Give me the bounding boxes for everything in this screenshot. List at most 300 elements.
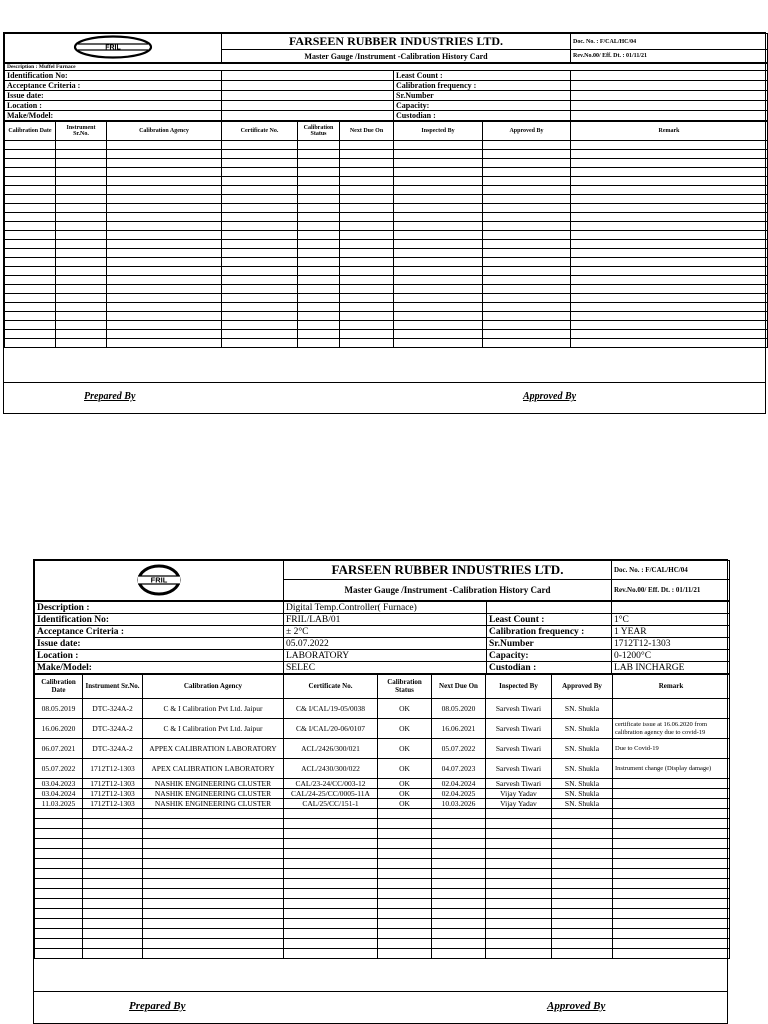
empty-cell <box>107 150 222 159</box>
table-row <box>35 699 730 719</box>
empty-cell <box>340 240 394 249</box>
empty-cell <box>486 849 552 859</box>
cell-instrument-sr: DTC-324A-2 <box>83 699 143 719</box>
empty-cell <box>432 869 486 879</box>
empty-cell <box>107 177 222 186</box>
empty-cell <box>378 849 432 859</box>
svg-text:FRIL: FRIL <box>105 44 121 52</box>
empty-cell <box>298 339 340 348</box>
empty-row <box>35 869 730 879</box>
cell-certificate: CAL/24-25/CC/0005-11A <box>284 789 378 799</box>
empty-cell <box>107 222 222 231</box>
col-next-due: Next Due On <box>340 122 394 141</box>
empty-cell <box>483 159 571 168</box>
empty-cell <box>107 141 222 150</box>
col-cal-status: Calibration Status <box>378 675 432 699</box>
empty-row <box>5 150 768 159</box>
table-row <box>35 799 730 809</box>
cal-frequency-label: Calibration frequency : <box>394 81 571 91</box>
cell-remark: Due to Covid-19 <box>613 739 730 759</box>
empty-cell <box>613 839 730 849</box>
empty-cell <box>143 939 284 949</box>
empty-cell <box>571 294 768 303</box>
signature-footer <box>34 991 727 1023</box>
empty-cell <box>483 231 571 240</box>
empty-cell <box>5 267 56 276</box>
empty-cell <box>56 150 107 159</box>
calibration-card-blank <box>3 32 766 414</box>
custodian-value <box>571 111 768 121</box>
cell-remark: Instrument change (Display damage) <box>613 759 730 779</box>
empty-cell <box>284 919 378 929</box>
empty-cell <box>394 159 483 168</box>
issue-date-label: Issue date: <box>35 638 284 650</box>
empty-cell <box>298 159 340 168</box>
cell-certificate: ACL/2430/300/022 <box>284 759 378 779</box>
empty-cell <box>571 285 768 294</box>
cell-cal-status: OK <box>378 779 432 789</box>
history-table <box>34 674 730 959</box>
empty-cell <box>56 312 107 321</box>
empty-cell <box>35 859 83 869</box>
empty-cell <box>486 899 552 909</box>
card-title: Master Gauge /Instrument -Calibration History Card <box>222 50 571 63</box>
empty-cell <box>483 249 571 258</box>
empty-cell <box>378 929 432 939</box>
empty-cell <box>284 819 378 829</box>
cell-agency: NASHIK ENGINEERING CLUSTER <box>143 789 284 799</box>
empty-cell <box>340 249 394 258</box>
empty-cell <box>5 285 56 294</box>
empty-row <box>5 204 768 213</box>
empty-cell <box>571 240 768 249</box>
empty-cell <box>571 195 768 204</box>
empty-cell <box>340 213 394 222</box>
empty-cell <box>483 276 571 285</box>
empty-cell <box>107 294 222 303</box>
cell-next-due: 04.07.2023 <box>432 759 486 779</box>
empty-cell <box>394 213 483 222</box>
col-cal-date: Calibration Date <box>35 675 83 699</box>
empty-cell <box>284 879 378 889</box>
empty-cell <box>107 195 222 204</box>
empty-cell <box>5 276 56 285</box>
col-instrument-sr: Instrument Sr.No. <box>83 675 143 699</box>
identification-value: FRIL/LAB/01 <box>284 614 487 626</box>
svg-text:FRIL: FRIL <box>150 575 168 584</box>
least-count-label: Least Count : <box>487 614 612 626</box>
issue-date-label: Issue date: <box>5 91 222 101</box>
revision-number: Rev.No.00/ Eff. Dt. : 01/11/21 <box>612 580 730 601</box>
empty-cell <box>378 919 432 929</box>
cell-approved-by: SN. Shukla <box>552 779 613 789</box>
cell-approved-by: SN. Shukla <box>552 719 613 739</box>
empty-cell <box>107 249 222 258</box>
empty-cell <box>222 321 298 330</box>
blank-cell <box>487 602 612 614</box>
empty-cell <box>483 303 571 312</box>
empty-cell <box>483 339 571 348</box>
table-row <box>35 779 730 789</box>
custodian-label: Custodian : <box>487 662 612 674</box>
empty-cell <box>56 177 107 186</box>
empty-cell <box>483 321 571 330</box>
empty-cell <box>5 321 56 330</box>
col-approved-by: Approved By <box>483 122 571 141</box>
cell-agency: C & I Calibration Pvt Ltd. Jaipur <box>143 699 284 719</box>
doc-number: Doc. No. : F/CAL/HC/04 <box>612 561 730 580</box>
empty-cell <box>222 150 298 159</box>
empty-cell <box>222 285 298 294</box>
empty-cell <box>571 258 768 267</box>
cell-cal-date: 06.07.2021 <box>35 739 83 759</box>
empty-cell <box>432 909 486 919</box>
empty-cell <box>394 222 483 231</box>
empty-cell <box>378 899 432 909</box>
identification-label: Identification No: <box>5 71 222 81</box>
approved-by-label: Approved By <box>523 391 577 402</box>
empty-cell <box>83 839 143 849</box>
cell-cal-date: 03.04.2023 <box>35 779 83 789</box>
empty-cell <box>340 222 394 231</box>
table-row <box>35 739 730 759</box>
empty-cell <box>571 213 768 222</box>
empty-cell <box>143 869 284 879</box>
empty-cell <box>5 330 56 339</box>
cell-certificate: CAL/23-24/CC/003-12 <box>284 779 378 789</box>
empty-cell <box>571 222 768 231</box>
empty-cell <box>486 869 552 879</box>
empty-cell <box>340 231 394 240</box>
empty-cell <box>378 939 432 949</box>
empty-cell <box>571 150 768 159</box>
empty-cell <box>298 249 340 258</box>
empty-cell <box>222 141 298 150</box>
empty-cell <box>284 929 378 939</box>
empty-cell <box>552 849 613 859</box>
empty-cell <box>284 889 378 899</box>
sr-number-value <box>571 91 768 101</box>
acceptance-value <box>222 81 394 91</box>
empty-cell <box>378 869 432 879</box>
empty-cell <box>394 267 483 276</box>
empty-cell <box>222 213 298 222</box>
col-cal-status: Calibration Status <box>298 122 340 141</box>
empty-cell <box>486 939 552 949</box>
cell-next-due: 08.05.2020 <box>432 699 486 719</box>
cell-cal-date: 16.06.2020 <box>35 719 83 739</box>
empty-cell <box>298 240 340 249</box>
empty-cell <box>107 303 222 312</box>
empty-cell <box>486 819 552 829</box>
cell-inspected-by: Vijay Yadav <box>486 799 552 809</box>
empty-cell <box>571 330 768 339</box>
empty-cell <box>394 249 483 258</box>
empty-cell <box>298 186 340 195</box>
issue-date-value <box>222 91 394 101</box>
cell-remark <box>613 779 730 789</box>
empty-cell <box>394 186 483 195</box>
description-value: Digital Temp.Controller( Furnace) <box>284 602 487 614</box>
empty-cell <box>107 213 222 222</box>
cell-next-due: 02.04.2024 <box>432 779 486 789</box>
empty-cell <box>483 330 571 339</box>
empty-cell <box>83 909 143 919</box>
empty-cell <box>394 231 483 240</box>
cell-certificate: C& I/CAL/19-05/0038 <box>284 699 378 719</box>
empty-cell <box>571 303 768 312</box>
empty-cell <box>571 177 768 186</box>
cell-cal-status: OK <box>378 759 432 779</box>
cell-agency: NASHIK ENGINEERING CLUSTER <box>143 779 284 789</box>
empty-cell <box>378 839 432 849</box>
empty-cell <box>83 919 143 929</box>
empty-cell <box>340 303 394 312</box>
empty-cell <box>107 258 222 267</box>
empty-cell <box>340 258 394 267</box>
empty-cell <box>340 150 394 159</box>
empty-cell <box>394 321 483 330</box>
empty-cell <box>340 294 394 303</box>
empty-cell <box>483 213 571 222</box>
least-count-value <box>571 71 768 81</box>
empty-cell <box>432 859 486 869</box>
sr-number-label: Sr.Number <box>394 91 571 101</box>
empty-cell <box>284 869 378 879</box>
empty-cell <box>340 285 394 294</box>
empty-cell <box>35 829 83 839</box>
empty-row <box>5 141 768 150</box>
cell-inspected-by: Sarvesh Tiwari <box>486 779 552 789</box>
col-next-due: Next Due On <box>432 675 486 699</box>
empty-cell <box>552 869 613 879</box>
empty-cell <box>432 839 486 849</box>
empty-cell <box>298 276 340 285</box>
col-inspected-by: Inspected By <box>486 675 552 699</box>
empty-cell <box>340 330 394 339</box>
empty-cell <box>394 204 483 213</box>
cell-approved-by: SN. Shukla <box>552 699 613 719</box>
empty-cell <box>83 879 143 889</box>
empty-cell <box>5 294 56 303</box>
empty-cell <box>394 276 483 285</box>
empty-cell <box>483 285 571 294</box>
empty-row <box>35 809 730 819</box>
empty-cell <box>35 839 83 849</box>
empty-cell <box>284 829 378 839</box>
card-title: Master Gauge /Instrument -Calibration History Card <box>284 580 612 601</box>
empty-cell <box>378 859 432 869</box>
least-count-label: Least Count : <box>394 71 571 81</box>
prepared-by-label: Prepared By <box>84 391 136 402</box>
empty-cell <box>222 258 298 267</box>
empty-cell <box>5 303 56 312</box>
cell-agency: NASHIK ENGINEERING CLUSTER <box>143 799 284 809</box>
empty-cell <box>483 267 571 276</box>
empty-cell <box>432 849 486 859</box>
empty-row <box>35 949 730 959</box>
empty-cell <box>340 186 394 195</box>
empty-cell <box>613 849 730 859</box>
empty-cell <box>613 919 730 929</box>
empty-cell <box>56 258 107 267</box>
empty-cell <box>56 294 107 303</box>
col-inspected-by: Inspected By <box>394 122 483 141</box>
doc-number: Doc. No. : F/CAL/HC/04 <box>571 34 768 50</box>
empty-cell <box>340 312 394 321</box>
empty-cell <box>394 339 483 348</box>
empty-cell <box>5 240 56 249</box>
empty-cell <box>613 909 730 919</box>
empty-cell <box>571 249 768 258</box>
empty-cell <box>432 819 486 829</box>
empty-cell <box>107 276 222 285</box>
empty-cell <box>222 222 298 231</box>
empty-cell <box>83 889 143 899</box>
empty-cell <box>56 276 107 285</box>
empty-cell <box>56 213 107 222</box>
empty-row <box>35 929 730 939</box>
empty-cell <box>483 186 571 195</box>
empty-cell <box>394 168 483 177</box>
empty-cell <box>83 929 143 939</box>
empty-cell <box>143 929 284 939</box>
cell-inspected-by: Vijay Yadav <box>486 789 552 799</box>
empty-cell <box>222 231 298 240</box>
empty-cell <box>222 267 298 276</box>
empty-cell <box>5 258 56 267</box>
empty-cell <box>378 949 432 959</box>
cell-inspected-by: Sarvesh Tiwari <box>486 699 552 719</box>
empty-row <box>35 889 730 899</box>
cell-instrument-sr: 1712T12-1303 <box>83 789 143 799</box>
empty-cell <box>298 195 340 204</box>
empty-cell <box>107 231 222 240</box>
col-cal-date: Calibration Date <box>5 122 56 141</box>
empty-cell <box>284 809 378 819</box>
empty-cell <box>5 141 56 150</box>
empty-cell <box>394 177 483 186</box>
table-row <box>35 789 730 799</box>
empty-cell <box>613 939 730 949</box>
empty-cell <box>5 339 56 348</box>
empty-cell <box>56 204 107 213</box>
custodian-value: LAB INCHARGE <box>612 662 730 674</box>
empty-cell <box>56 222 107 231</box>
empty-cell <box>107 312 222 321</box>
empty-cell <box>486 809 552 819</box>
empty-cell <box>394 195 483 204</box>
empty-cell <box>222 276 298 285</box>
table-row <box>35 719 730 739</box>
empty-cell <box>5 249 56 258</box>
empty-cell <box>56 186 107 195</box>
empty-cell <box>56 240 107 249</box>
empty-cell <box>5 177 56 186</box>
empty-cell <box>5 150 56 159</box>
empty-cell <box>83 829 143 839</box>
empty-cell <box>143 879 284 889</box>
empty-cell <box>222 330 298 339</box>
empty-cell <box>394 330 483 339</box>
empty-cell <box>284 909 378 919</box>
empty-cell <box>483 294 571 303</box>
empty-cell <box>143 909 284 919</box>
empty-row <box>35 859 730 869</box>
empty-cell <box>298 258 340 267</box>
empty-cell <box>552 819 613 829</box>
empty-row <box>5 231 768 240</box>
empty-cell <box>432 899 486 909</box>
history-header-row <box>35 675 730 699</box>
empty-row <box>5 177 768 186</box>
empty-cell <box>5 168 56 177</box>
empty-row <box>5 213 768 222</box>
empty-cell <box>5 312 56 321</box>
empty-cell <box>340 177 394 186</box>
empty-cell <box>552 879 613 889</box>
location-label: Location : <box>5 101 222 111</box>
empty-cell <box>552 939 613 949</box>
empty-cell <box>35 889 83 899</box>
card-header <box>34 560 730 601</box>
empty-cell <box>56 267 107 276</box>
empty-cell <box>35 939 83 949</box>
empty-cell <box>284 899 378 909</box>
cell-approved-by: SN. Shukla <box>552 759 613 779</box>
empty-cell <box>613 879 730 889</box>
cell-next-due: 05.07.2022 <box>432 739 486 759</box>
empty-cell <box>340 276 394 285</box>
company-logo <box>35 561 284 601</box>
empty-cell <box>83 809 143 819</box>
col-certificate: Certificate No. <box>222 122 298 141</box>
empty-cell <box>483 177 571 186</box>
empty-cell <box>143 889 284 899</box>
empty-cell <box>83 819 143 829</box>
history-table <box>4 121 768 348</box>
empty-cell <box>284 949 378 959</box>
empty-row <box>5 240 768 249</box>
empty-cell <box>107 168 222 177</box>
empty-cell <box>613 829 730 839</box>
cell-certificate: ACL/2426/300/021 <box>284 739 378 759</box>
empty-cell <box>143 839 284 849</box>
empty-cell <box>107 204 222 213</box>
cell-cal-status: OK <box>378 699 432 719</box>
empty-cell <box>284 859 378 869</box>
empty-cell <box>5 231 56 240</box>
empty-row <box>5 258 768 267</box>
empty-cell <box>298 285 340 294</box>
empty-row <box>5 276 768 285</box>
capacity-label: Capacity: <box>487 650 612 662</box>
signature-footer <box>4 382 765 413</box>
empty-row <box>35 879 730 889</box>
empty-cell <box>394 312 483 321</box>
col-instrument-sr: Instrument Sr.No. <box>56 122 107 141</box>
empty-cell <box>483 168 571 177</box>
empty-cell <box>83 939 143 949</box>
empty-cell <box>552 899 613 909</box>
empty-cell <box>552 909 613 919</box>
capacity-label: Capacity: <box>394 101 571 111</box>
empty-cell <box>486 919 552 929</box>
empty-cell <box>107 240 222 249</box>
empty-cell <box>432 889 486 899</box>
empty-cell <box>340 267 394 276</box>
empty-cell <box>483 222 571 231</box>
